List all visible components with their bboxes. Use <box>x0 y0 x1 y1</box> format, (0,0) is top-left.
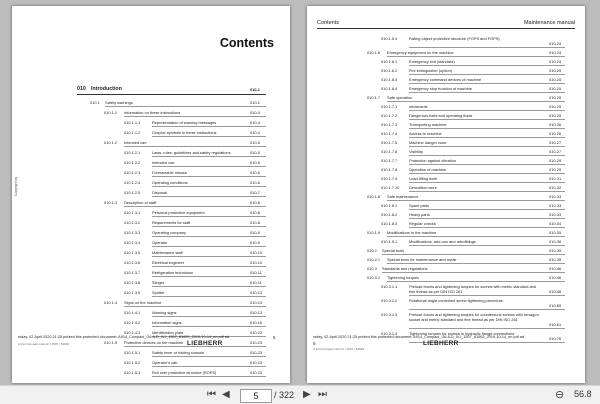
toc-page-ref: 010-46 <box>549 289 562 294</box>
toc-page-ref: 010-26 <box>549 122 562 127</box>
toc-page-ref: 010-46 <box>549 266 562 271</box>
toc-number: 010.1.6.1 <box>381 59 398 64</box>
toc-page-ref: 010-23 <box>250 360 263 365</box>
toc-divider <box>124 116 266 117</box>
page-number: 5 <box>273 335 276 340</box>
toc-page-ref: 010-7 <box>250 190 260 195</box>
toc-page-ref: 010-25 <box>549 77 562 82</box>
toc-number: 010.1.2.4 <box>124 180 141 185</box>
toc-divider <box>409 245 565 246</box>
toc-page-ref: 010-8 <box>250 220 260 225</box>
toc-title: Maintenance staff <box>152 250 183 255</box>
toc-divider <box>152 166 266 167</box>
toc-divider <box>409 110 565 111</box>
toc-page-ref: 010-24 <box>549 59 562 64</box>
page-total: / 322 <box>274 390 295 400</box>
toc-number: 010.3 <box>367 266 377 271</box>
toc-divider <box>124 206 266 207</box>
toc-number: 010.1.8.1 <box>381 203 398 208</box>
toc-title: Electrical engineer <box>152 260 185 265</box>
toc-title: Personal protective equipment <box>152 210 205 215</box>
toc-page-ref: 010-31 <box>549 176 562 181</box>
toc-divider <box>409 146 565 147</box>
toc-divider <box>387 101 565 102</box>
toc-number: 010.1.3.1 <box>124 210 141 215</box>
toc-number: 010.1.4 <box>104 300 117 305</box>
toc-divider <box>387 236 565 237</box>
toc-number: 010.3.1 <box>367 275 380 280</box>
print-footer: rsday, 02.April 2020 21:25 printed this protected document: A914_Compact_G6.8-D_IV-l_1507_81693_2019-10-14_en.pdf ad <box>18 335 230 339</box>
toc-page-ref: 010-55 <box>549 303 562 308</box>
toc-divider <box>152 136 266 137</box>
toc-title: Load-lifting work <box>409 176 438 181</box>
toc-number: 010.1.3.4 <box>124 240 141 245</box>
toc-divider <box>152 186 266 187</box>
toc-title: Operating company <box>152 230 186 235</box>
toc-title: Tightening torques for screws in hydraulic flange connections <box>409 331 515 336</box>
toc-title: Safety warnings <box>105 100 133 105</box>
toc-number: 010.1.3.3 <box>124 230 141 235</box>
toc-divider <box>387 200 565 201</box>
toc-title: Laws, rules, guidelines and safety regulations <box>152 150 231 155</box>
toc-title: Identification plate <box>152 330 184 335</box>
toc-number: 010.1.6 <box>367 50 380 55</box>
first-page-icon[interactable]: ⏮ <box>207 389 216 400</box>
toc-number: 010.1.7.9 <box>381 176 398 181</box>
toc-page-ref: 010-5 <box>250 150 260 155</box>
toc-title: Special tools for maintenance and repair <box>387 257 457 262</box>
toc-number: 010.1.6.3 <box>381 77 398 82</box>
toc-title: Rotational angle-controlled screw tightening procedure <box>409 298 504 303</box>
side-copyright-text: Copyright by <box>14 176 18 196</box>
toc-number: 010.1.8.2 <box>381 212 398 217</box>
toc-number: 010.1.4.2 <box>124 320 141 325</box>
toc-number: 010.1.7.3 <box>381 122 398 127</box>
toc-divider <box>409 182 565 183</box>
toc-page-ref: 010-32 <box>549 185 562 190</box>
toc-number: 010.1.2.5 <box>124 190 141 195</box>
toc-divider <box>152 326 266 327</box>
toc-number: 010.1.7.2 <box>381 113 398 118</box>
toc-number: 010.1.5.4 <box>381 36 398 41</box>
toc-page-ref: 010-16 <box>250 320 263 325</box>
toc-divider <box>409 92 565 93</box>
header-right: Maintenance manual <box>523 20 575 26</box>
toc-page-ref: 010-23 <box>250 370 263 375</box>
document-page-right <box>307 6 585 383</box>
toc-page-ref: 010-11 <box>250 270 262 275</box>
toc-number: 010.1.1.2 <box>124 130 141 135</box>
toc-number: 010.1.7.1 <box>381 104 398 109</box>
toc-title: Machine danger zone <box>409 140 447 145</box>
toc-title: Intoxicants <box>409 104 428 109</box>
toc-title: Emergency stop function of machine <box>409 86 472 91</box>
toc-title: Safety lever or folding console <box>152 350 205 355</box>
toc-title: Introduction <box>91 86 122 92</box>
doc-id: A 914 Compact Litronic / 1507 / 81693 <box>313 347 365 351</box>
toc-divider <box>387 281 565 282</box>
toc-number: 010.1.3.8 <box>124 280 141 285</box>
liebherr-logo: LIEBHERR <box>423 340 459 347</box>
toc-divider <box>152 196 266 197</box>
toc-page-ref: 010-1 <box>250 87 260 92</box>
toc-number: 010.1.2.2 <box>124 160 141 165</box>
toc-number: 010.1.3.5 <box>124 250 141 255</box>
toc-page-ref: 010-33 <box>549 203 562 208</box>
toc-divider <box>152 246 266 247</box>
toc-page-ref: 010-9 <box>250 230 260 235</box>
toc-page-ref: 010-29 <box>549 167 562 172</box>
toc-title: Heavy parts <box>409 212 430 217</box>
toc-page-ref: 010-23 <box>250 340 263 345</box>
toc-page-ref: 010-5 <box>250 140 260 145</box>
toc-page-ref: 010-25 <box>549 95 562 100</box>
header-left: Contents <box>317 20 340 26</box>
toc-title: Operation of machine <box>409 167 447 172</box>
toc-number: 010.1.5.2 <box>124 360 141 365</box>
toc-title: Protective devices on the machine <box>124 340 184 345</box>
toc-page-ref: 010-25 <box>549 68 562 73</box>
toc-page-ref: 010-13 <box>250 310 263 315</box>
toc-page-ref: 010-39 <box>549 248 562 253</box>
toc-title: Signs on the machine <box>124 300 162 305</box>
toc-page-ref: 010-4 <box>250 110 260 115</box>
toc-number: 010.2.1 <box>367 257 380 262</box>
toc-page-ref: 010-61 <box>549 322 562 327</box>
toc-page-ref: 010-25 <box>549 86 562 91</box>
toc-divider <box>152 286 266 287</box>
toc-page-ref: 010-35 <box>549 230 562 235</box>
toc-title: Description of staff <box>124 200 157 205</box>
toc-number: 010.1.7.5 <box>381 140 398 145</box>
toc-title: Operator's cab <box>152 360 178 365</box>
toc-page-ref: 010-10 <box>250 250 263 255</box>
next-page-icon[interactable]: ▶ <box>303 389 311 400</box>
toc-number: 010.1.9 <box>367 230 380 235</box>
toc-page-ref: 010-23 <box>250 350 263 355</box>
toc-page-ref: 010-4 <box>250 120 260 125</box>
previous-page-icon[interactable]: ◀ <box>222 389 230 400</box>
toc-page-ref: 010-10 <box>250 260 263 265</box>
toc-page-ref: 010-27 <box>549 140 562 145</box>
toc-title: Information on these instructions <box>124 110 181 115</box>
toc-divider <box>124 306 266 307</box>
toc-number: 010.1.7.6 <box>381 149 398 154</box>
toc-page-ref: 010-6 <box>250 170 260 175</box>
toc-divider <box>152 366 266 367</box>
toc-divider <box>409 295 565 296</box>
toc-title: Preload forces and tightening torques for countersunk screws with hexagon socket and metric standard and fine thread as per DIN ISO 261 <box>409 312 539 322</box>
toc-title: Falling object protective structure (FOPS and FOPS) <box>409 36 500 41</box>
toc-divider <box>152 226 266 227</box>
toc-title: Modifications to the machine <box>387 230 437 235</box>
toc-divider <box>387 263 565 264</box>
toc-number: 010.1.7.8 <box>381 167 398 172</box>
toc-divider <box>409 47 565 48</box>
toc-number: 010.1.3.7 <box>124 270 141 275</box>
toc-divider <box>152 316 266 317</box>
toc-number: 010.1.2.1 <box>124 150 141 155</box>
toc-divider <box>409 119 565 120</box>
toc-divider <box>409 164 565 165</box>
toc-divider <box>409 191 565 192</box>
toc-number: 010.1.7.10 <box>381 185 400 190</box>
toc-divider <box>152 126 266 127</box>
toc-divider <box>409 173 565 174</box>
zoom-level[interactable]: 56.8 <box>574 389 592 399</box>
toc-page-ref: 010-36 <box>549 239 562 244</box>
toc-page-ref: 010-5 <box>250 160 260 165</box>
toc-divider <box>409 65 565 66</box>
toc-title: Disposal <box>152 190 167 195</box>
toc-number: 010.1.5.3 <box>124 370 141 375</box>
toc-divider <box>152 266 266 267</box>
toc-title: Requirements for staff <box>152 220 191 225</box>
toc-title: Tightening torques <box>387 275 420 280</box>
toc-number: 010.1.3.6 <box>124 260 141 265</box>
toc-number: 010.1.3.2 <box>124 220 141 225</box>
toc-title: Standards and regulations <box>382 266 428 271</box>
toc-divider <box>409 74 565 75</box>
toc-title: Visibility <box>409 149 423 154</box>
toc-title: Fire extinguisher (option) <box>409 68 453 73</box>
toc-divider <box>152 156 266 157</box>
toc-title: Preload forces and tightening torques for screws with metric standard and fine thread as per DIN ISO 261 <box>409 284 536 294</box>
toc-page-ref: 010-39 <box>549 257 562 262</box>
toc-divider <box>77 94 266 95</box>
toc-page-ref: 010-33 <box>549 212 562 217</box>
toc-number: 010.1.4.1 <box>124 310 141 315</box>
toc-title: Dangerous fuels and operating fluids <box>409 113 473 118</box>
toc-number: 010.1.6.4 <box>381 86 398 91</box>
toc-divider <box>409 209 565 210</box>
toc-title: Intended use <box>152 160 175 165</box>
toc-divider <box>409 328 565 329</box>
toc-divider <box>152 296 266 297</box>
header-rule <box>317 28 575 29</box>
toc-number: 010.3.1.4 <box>381 331 398 336</box>
toc-page-ref: 010-8 <box>250 200 260 205</box>
toc-divider <box>152 256 266 257</box>
toc-page-ref: 010-24 <box>549 41 562 46</box>
toc-number: 010.1.8 <box>367 194 380 199</box>
toc-number: 010.2 <box>367 248 377 253</box>
toc-divider <box>382 272 565 273</box>
toc-title: Operating conditions <box>152 180 188 185</box>
page-number-input[interactable]: 5 <box>240 389 272 403</box>
toc-divider <box>105 106 266 107</box>
liebherr-logo: LIEBHERR <box>187 340 223 347</box>
toc-page-ref: 010-6 <box>250 180 260 185</box>
toc-title: Protection against vibration <box>409 158 456 163</box>
toc-divider <box>409 227 565 228</box>
toc-title: Regular checks <box>409 221 436 226</box>
toc-divider <box>152 356 266 357</box>
toc-title: Emergency exit (standard) <box>409 59 455 64</box>
toc-title: Special tools <box>382 248 405 253</box>
toc-title: Safe maintenance <box>387 194 419 199</box>
toc-page-ref: 010-33 <box>549 194 562 199</box>
toc-title: Operator <box>152 240 168 245</box>
toc-title: Transporting machine <box>409 122 447 127</box>
toc-number: 010.1.1 <box>104 110 117 115</box>
toc-page-ref: 010-76 <box>549 336 562 341</box>
print-footer: rsday, 02.April 2020 21:25 printed this protected document: A914_Compact_G6.8-D_IV-l_1507_81693_2019-10-14_en.pdf ad <box>313 335 525 339</box>
toc-title: Demolition work <box>409 185 437 190</box>
toc-title: Refrigeration technician <box>152 270 193 275</box>
toc-divider <box>409 309 565 310</box>
toc-number: 010.1.1.1 <box>124 120 141 125</box>
toc-page-ref: 010-13 <box>250 300 263 305</box>
toc-page-ref: 010-8 <box>250 210 260 215</box>
last-page-icon[interactable]: ⏭ <box>318 389 327 400</box>
toc-title: Intended use <box>124 140 147 145</box>
document-page-left <box>12 6 290 383</box>
toc-number: 010.1.2 <box>104 140 117 145</box>
toc-number: 010.3.1.3 <box>381 312 398 317</box>
contents-title: Contents <box>219 36 274 50</box>
toc-number: 010.1 <box>90 100 100 105</box>
toc-page-ref: 010-4 <box>250 130 260 135</box>
toc-page-ref: 010-34 <box>549 221 562 226</box>
toc-title: Spotter <box>152 290 165 295</box>
toc-divider <box>409 83 565 84</box>
toc-divider <box>409 218 565 219</box>
toc-number: 010.1.8.3 <box>381 221 398 226</box>
toc-number: 010.1.7.7 <box>381 158 398 163</box>
toc-page-ref: 010-22 <box>250 330 263 335</box>
toc-page-ref: 010-9 <box>250 240 260 245</box>
toc-number: 010.1.3.9 <box>124 290 141 295</box>
toc-number: 010.3.1.1 <box>381 284 398 289</box>
toc-number: 010.1.5 <box>104 340 117 345</box>
toc-divider <box>152 276 266 277</box>
toc-number: 010.1.7.4 <box>381 131 398 136</box>
toc-number: 010.3.1.2 <box>381 298 398 303</box>
toc-number: 010.1.9.1 <box>381 239 398 244</box>
toc-page-ref: 010-1 <box>250 100 260 105</box>
toc-divider <box>152 176 266 177</box>
toc-title: Warning signs <box>152 310 177 315</box>
toc-page-ref: 010-13 <box>250 290 263 295</box>
toc-page-ref: 010-25 <box>549 113 562 118</box>
toc-page-ref: 010-24 <box>549 50 562 55</box>
toc-divider <box>152 376 266 377</box>
toc-title: Slinger <box>152 280 165 285</box>
toc-number: 010.1.4.3 <box>124 330 141 335</box>
toc-divider <box>152 236 266 237</box>
toc-page-ref: 010-26 <box>549 131 562 136</box>
toc-number: 010.1.7 <box>367 95 380 100</box>
zoom-out-icon[interactable]: ⊖ <box>555 389 565 401</box>
toc-page-ref: 010-46 <box>549 275 562 280</box>
toc-divider <box>152 216 266 217</box>
viewer-toolbar <box>0 385 600 404</box>
toc-divider <box>409 128 565 129</box>
toc-divider <box>387 56 565 57</box>
toc-page-ref: 010-25 <box>549 104 562 109</box>
toc-title: Information signs <box>152 320 182 325</box>
toc-title: Modifications, add-ons and retrofittings <box>409 239 476 244</box>
toc-number: 010 <box>77 86 86 92</box>
page-number: 6 <box>313 341 316 346</box>
toc-number: 010.1.6.2 <box>381 68 398 73</box>
toc-number: 010.1.3 <box>104 200 117 205</box>
toc-divider <box>409 137 565 138</box>
toc-title: Foreseeable misuse <box>152 170 188 175</box>
toc-divider <box>124 146 266 147</box>
toc-page-ref: 010-27 <box>549 149 562 154</box>
toc-number: 010.1.5.1 <box>124 350 141 355</box>
toc-title: Access to machine <box>409 131 442 136</box>
toc-title: Spare parts <box>409 203 430 208</box>
toc-title: Emergency command devices of machine <box>409 77 482 82</box>
doc-id: A 914 Compact Litronic / 1507 / 81693 <box>18 342 70 346</box>
toc-title: Safe operation <box>387 95 413 100</box>
toc-page-ref: 010-29 <box>549 158 562 163</box>
toc-divider <box>382 254 565 255</box>
toc-page-ref: 010-11 <box>250 280 262 285</box>
toc-number: 010.1.2.3 <box>124 170 141 175</box>
toc-title: Emergency equipment on the machine <box>387 50 454 55</box>
toc-title: Graphic symbols in these instructions <box>152 130 217 135</box>
toc-divider <box>409 155 565 156</box>
toc-title: Representation of warning messages <box>152 120 217 125</box>
toc-title: Roll over protective structure (ROPS) <box>152 370 217 375</box>
